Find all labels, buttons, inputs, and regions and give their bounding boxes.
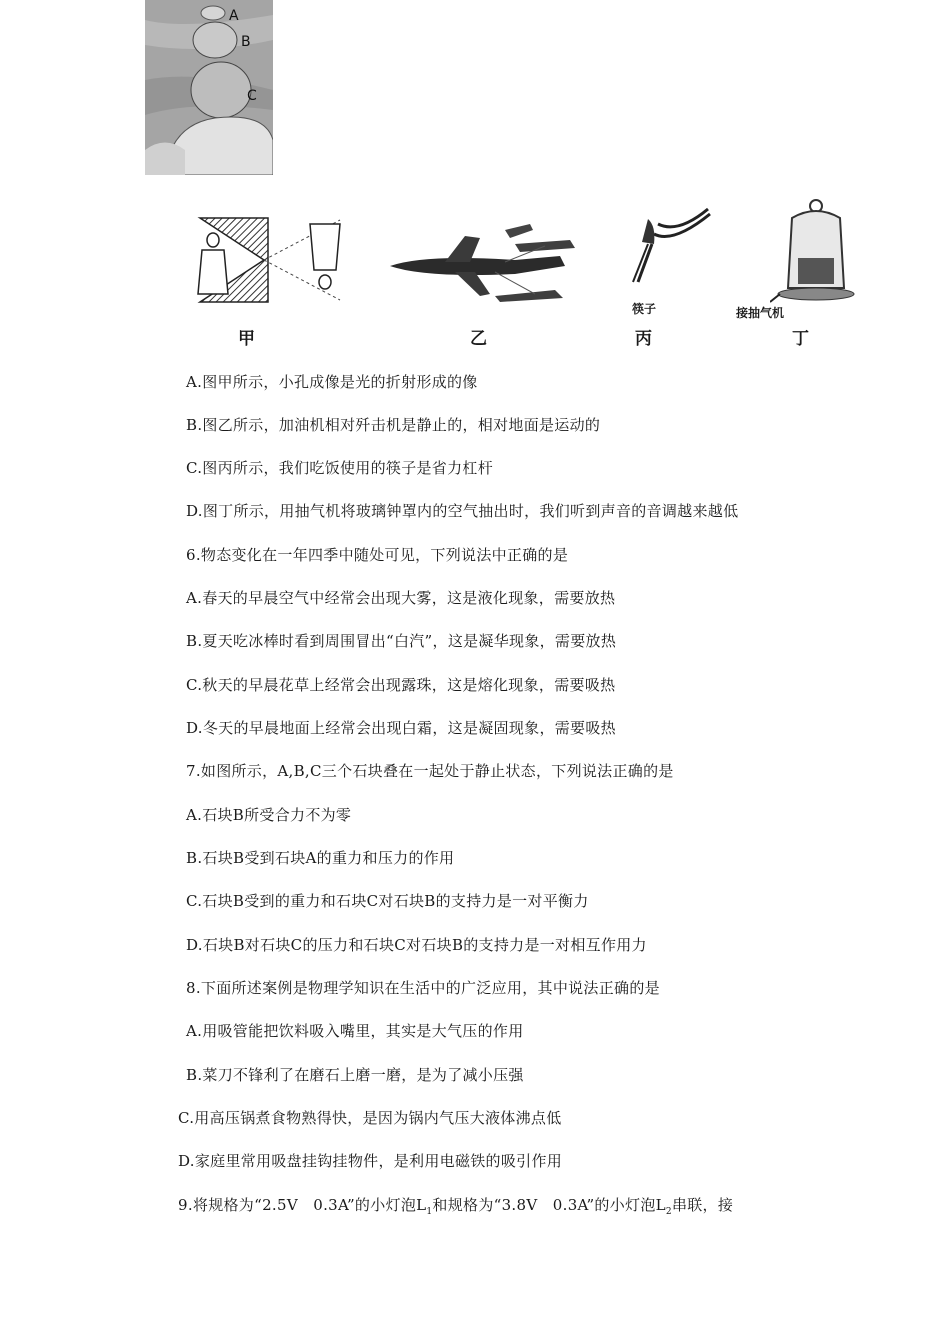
q8-option-c: C.用高压锅煮食物熟得快，是因为锅内气压大液体沸点低 bbox=[178, 1109, 562, 1127]
q6-option-a: A.春天的早晨空气中经常会出现大雾，这是液化现象，需要放热 bbox=[186, 589, 616, 607]
q9-sub-2: 2 bbox=[665, 1207, 672, 1217]
bell-jar-figure bbox=[770, 198, 860, 306]
q8-option-d: D.家庭里常用吸盘挂钩挂物件，是利用电磁铁的吸引作用 bbox=[178, 1152, 563, 1170]
q7-option-d: D.石块B对石块C的压力和石块C对石块B的支持力是一对相互作用力 bbox=[186, 936, 647, 954]
stone-label-a: A bbox=[229, 8, 239, 24]
q8-option-a: A.用吸管能把饮料吸入嘴里，其实是大气压的作用 bbox=[186, 1022, 524, 1040]
q7-option-c: C.石块B受到的重力和石块C对石块B的支持力是一对平衡力 bbox=[186, 892, 589, 910]
figure-label-jia: 甲 bbox=[238, 329, 255, 349]
q5-option-d: D.图丁所示，用抽气机将玻璃钟罩内的空气抽出时，我们听到声音的音调越来越低 bbox=[186, 502, 739, 520]
q6-stem: 6.物态变化在一年四季中随处可见，下列说法中正确的是 bbox=[186, 546, 569, 564]
vacuum-pump-caption: 接抽气机 bbox=[736, 306, 785, 320]
q7-stem: 7.如图所示，A,B,C三个石块叠在一起处于静止状态，下列说法正确的是 bbox=[186, 762, 674, 780]
stacked-stones-photo bbox=[145, 0, 273, 175]
q8-stem: 8.下面所述案例是物理学知识在生活中的广泛应用，其中说法正确的是 bbox=[186, 979, 660, 997]
stones-drawing bbox=[145, 0, 273, 175]
q5-option-a: A.图甲所示，小孔成像是光的折射形成的像 bbox=[186, 373, 478, 391]
q6-option-b: B.夏天吃冰棒时看到周围冒出“白汽”，这是凝华现象，需要放热 bbox=[186, 632, 617, 650]
q9-part-2: 和规格为“3.8V 0.3A”的小灯泡L bbox=[432, 1196, 666, 1214]
q6-option-d: D.冬天的早晨地面上经常会出现白霜，这是凝固现象，需要吸热 bbox=[186, 719, 616, 737]
figure-label-bing: 丙 bbox=[635, 329, 652, 349]
q9-sub-1: 1 bbox=[426, 1207, 433, 1217]
refueling-aircraft-figure bbox=[385, 216, 580, 306]
chopsticks-caption: 筷子 bbox=[632, 302, 657, 316]
chopsticks-figure bbox=[628, 204, 718, 289]
q7-option-a: A.石块B所受合力不为零 bbox=[186, 806, 352, 824]
q5-option-b: B.图乙所示，加油机相对歼击机是静止的，相对地面是运动的 bbox=[186, 416, 601, 434]
q9-part-1: 9.将规格为“2.5V 0.3A”的小灯泡L bbox=[178, 1196, 427, 1214]
q7-option-b: B.石块B受到石块A的重力和压力的作用 bbox=[186, 849, 455, 867]
figure-label-ding: 丁 bbox=[792, 329, 809, 349]
pinhole-imaging-figure bbox=[180, 210, 360, 310]
figure-label-yi: 乙 bbox=[470, 329, 487, 349]
stone-label-c: C bbox=[247, 88, 257, 104]
q9-stem bbox=[178, 1194, 950, 1217]
q5-option-c: C.图丙所示，我们吃饭使用的筷子是省力杠杆 bbox=[186, 459, 494, 477]
q6-option-c: C.秋天的早晨花草上经常会出现露珠，这是熔化现象，需要吸热 bbox=[186, 676, 616, 694]
q8-option-b: B.菜刀不锋利了在磨石上磨一磨，是为了减小压强 bbox=[186, 1066, 524, 1084]
stone-label-b: B bbox=[241, 34, 251, 50]
figure-row bbox=[180, 198, 860, 348]
q9-part-3: 串联，接 bbox=[671, 1196, 734, 1214]
